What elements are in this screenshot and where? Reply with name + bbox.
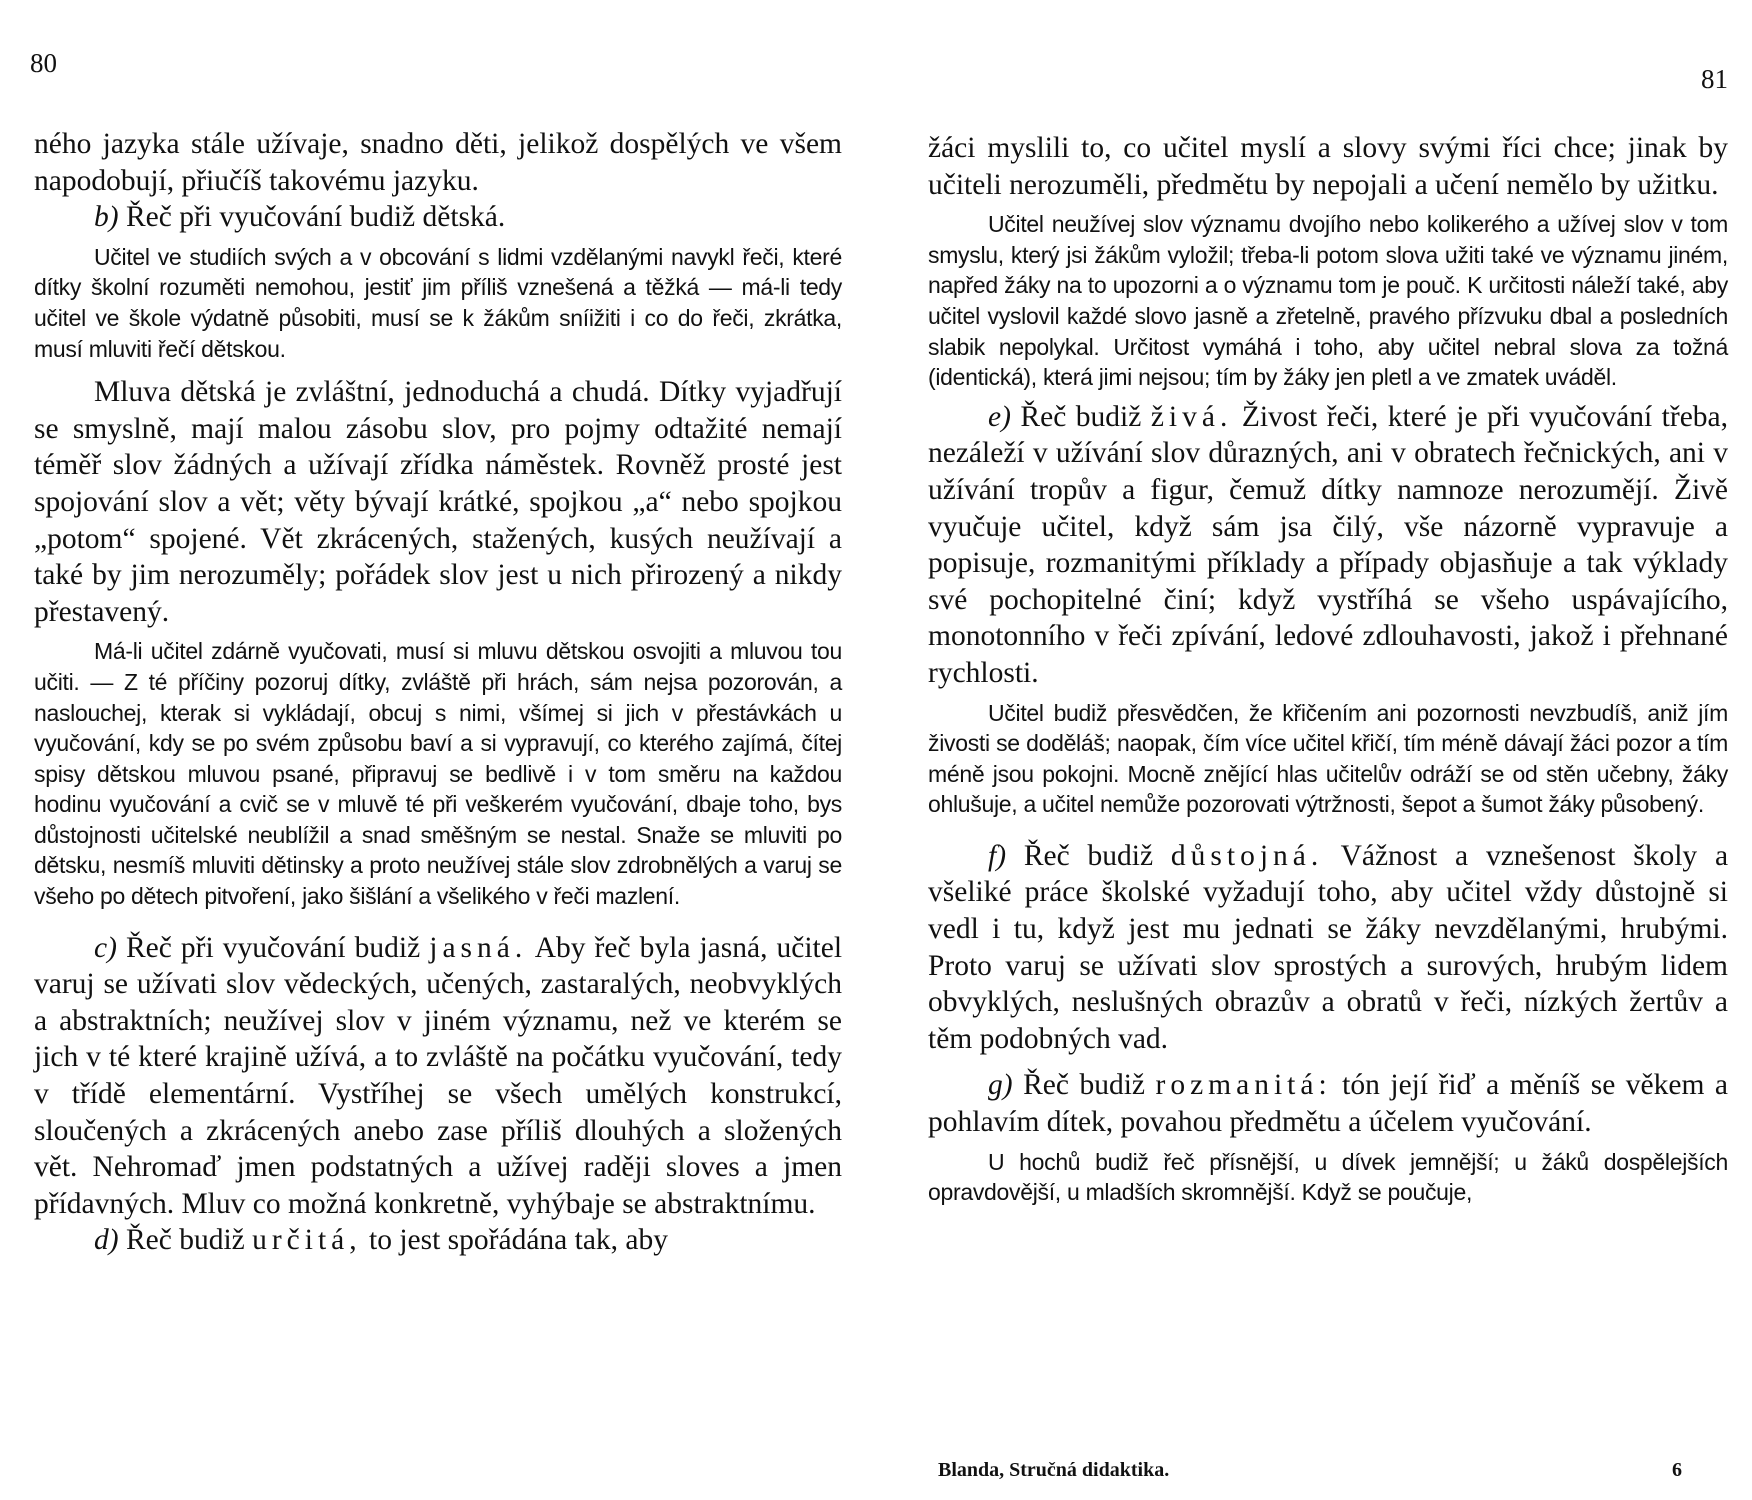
section-text: Vážnost a vznešenost školy a všeliké práce školské vyžadují toho, aby učitel vždy důstojně si vedl i tu, když jest mu jednati se žáky nevzdělanými, hrubými. Proto varuj se užívati slov sprostých a surových, hrubým lidem obvyklých, neslušných obrazův a obratů v řeči, nízkých žertův a těm podobných vad. — [928, 839, 1729, 1055]
section-d-paragraph — [34, 1222, 842, 1259]
small-note: Učitel budiž přesvědčen, že křičením ani pozornosti nevzbudíš, aniž jím živosti se doděláš; naopak, čím více učitel křičí, tím méně dávají žáci pozor a tím méně jsou pokojni. Mocně znějící hlas učitelův odráží se od stěn učebny, žáky ohlušuje, a učitel nemůže pozorovati výtržnosti, šepot a šumot žáky působený. — [928, 699, 1728, 818]
section-keyword: důstojná. — [1170, 839, 1324, 872]
section-c-paragraph — [34, 930, 842, 1223]
section-text: Aby řeč byla jasná, učitel varuj se užívati slov vědeckých, učených, zastaralých, neobvyklých a abstraktních; neužívej slov v jiném významu, než ve kterém se jich v té které krajině užívá, a to zvláště na počátku vyučování, tedy v třídě elementární. Vystříhej se všech umělých konstrukcí, sloučených a zkrácených anebo zase příliš dlouhých a složených vět. Nehromaď jmen podstatných a užívej raději sloves a jmen přídavných. Mluv co možná konkretně, vyhýbaje se abstraktnímu. — [34, 931, 843, 1220]
footer-signature: Blanda, Stručná didaktika. — [938, 1459, 1170, 1481]
section-e-paragraph — [928, 399, 1728, 692]
left-page-body — [34, 126, 842, 1259]
section-lead: Řeč budiž — [1023, 1069, 1145, 1102]
section-keyword: jasná. — [429, 931, 528, 964]
section-label: f) — [988, 839, 1007, 872]
section-text: to jest spořádána tak, aby — [369, 1224, 669, 1257]
section-lead: Řeč při vyučování budiž — [125, 931, 421, 964]
section-g-paragraph — [928, 1067, 1728, 1140]
section-keyword: živá. — [1150, 400, 1233, 433]
section-lead: Řeč budiž — [1020, 400, 1142, 433]
right-page — [876, 0, 1752, 1500]
section-text: tón její řiď a měníš se věkem a pohlavím dítek, povahou předmětu a účelem vyučování. — [928, 1069, 1729, 1139]
paragraph: žáci myslili to, co učitel myslí a slovy svými říci chce; jinak by učiteli nerozuměli, předmětu by nepojali a učení nemělo by užitku. — [928, 132, 1728, 201]
section-label: b) — [94, 201, 119, 234]
section-keyword: určitá, — [252, 1224, 362, 1257]
small-note: U hochů budiž řeč přísnější, u dívek jemnější; u žáků dospělejších opravdovější, u mladších skromnější. Když se poučuje, — [928, 1148, 1728, 1206]
section-label: d) — [94, 1224, 119, 1257]
page-footer — [938, 1459, 1682, 1482]
section-text: Živost řeči, které je při vyučování třeba, nezáleží v užívání slov důrazných, ani v obratech řečnických, ani v užívání tropův a figur, čemuž dítky namnoze nerozumějí. Živě vyučuje učitel, když sám jsa čilý, vše názorně vypravuje a popisuje, rozmanitými příklady a případy objasňuje a tak výklady své pochopitelné činí; když vystříhá se všeho uspávajícího, monotonního v řeči zpívání, ledové zdlouhavosti, jakož i přehnané rychlosti. — [928, 400, 1729, 689]
section-keyword: rozmanitá: — [1155, 1069, 1332, 1102]
section-text: Řeč při vyučování budiž dětská. — [125, 201, 506, 234]
page-number: 81 — [1701, 64, 1728, 94]
paragraph: Mluva dětská je zvláštní, jednoduchá a chudá. Dítky vyjadřují se smyslně, mají malou zásobu slov, pro pojmy odtažité nemají téměř slov žádných a užívají zřídka náměstek. Rovněž prosté jest spojování slov a vět; věty bývají krátké, spojkou „a“ nebo spojkou „potom“ spojené. Vět zkrácených, stažených, kusých neužívají a také by jim nerozuměly; pořádek slov jest u nich přirozený a nikdy přestavený. — [34, 376, 842, 628]
section-label: e) — [988, 400, 1011, 433]
section-lead: Řeč budiž — [1023, 839, 1154, 872]
section-b-heading — [34, 199, 842, 236]
right-page-body — [928, 130, 1728, 1208]
small-note: Má-li učitel zdárně vyučovati, musí si mluvu dětskou osvojiti a mluvou tou učiti. — Z té příčiny pozoruj dítky, zvláště při hrách, sám nejsa pozorován, a naslouchej, kterak si vykládají, obcuj s nimi, všímej si jich v přestávkách u vyučování, kdy se po svém způsobu baví a si vypravují, co kterého zajímá, čítej spisy dětskou mluvou psané, připravuj se bedlivě i v tom směru na každou hodinu vyučování a cvič se v mluvě té při veškerém vyučování, dbaje toho, bys důstojnosti učitelské neublížil a snad směšným se nestal. Snaže se mluviti po dětsku, nesmíš mluviti dětinsky a proto neužívej stále slov zdrobnělých a varuj se všeho po dětech pitvoření, jako šišlání a všelikého v řeči mazlení. — [34, 638, 842, 910]
page-number: 80 — [30, 48, 57, 78]
footer-sheet-number: 6 — [1672, 1459, 1682, 1481]
section-f-paragraph — [928, 838, 1728, 1058]
section-label: c) — [94, 931, 117, 964]
small-note: Učitel neužívej slov významu dvojího nebo kolikerého a užívej slov v tom smyslu, který jsi žákům vyložil; třeba-li potom slova užiti také ve významu jiném, napřed žáky na to upozorni a o významu tom je pouč. K určitosti náleží také, aby učitel vyslovil každé slovo jasně a zřetelně, pravého přízvuku dbal a posledních slabik nepolykal. Určitost vymáhá i toho, aby učitel nebral slova za tožná (identická), která jimi nejsou; tím by žáky jen pletl a ve zmatek uváděl. — [928, 211, 1728, 391]
section-lead: Řeč budiž — [125, 1224, 245, 1257]
section-label: g) — [988, 1069, 1013, 1102]
paragraph: ného jazyka stále užívaje, snadno děti, jelikož dospělých ve všem napodobují, přiučíš takovému jazyku. — [34, 128, 842, 197]
small-note: Učitel ve studiích svých a v obcování s lidmi vzdělanými navykl řeči, které dítky školní rozuměti nemohou, jestiť jim příliš vznešená a těžká — má-li tedy učitel ve škole výdatně působiti, musí se k žákům sníižiti i co do řeči, zkrátka, musí mluviti řečí dětskou. — [34, 243, 842, 362]
